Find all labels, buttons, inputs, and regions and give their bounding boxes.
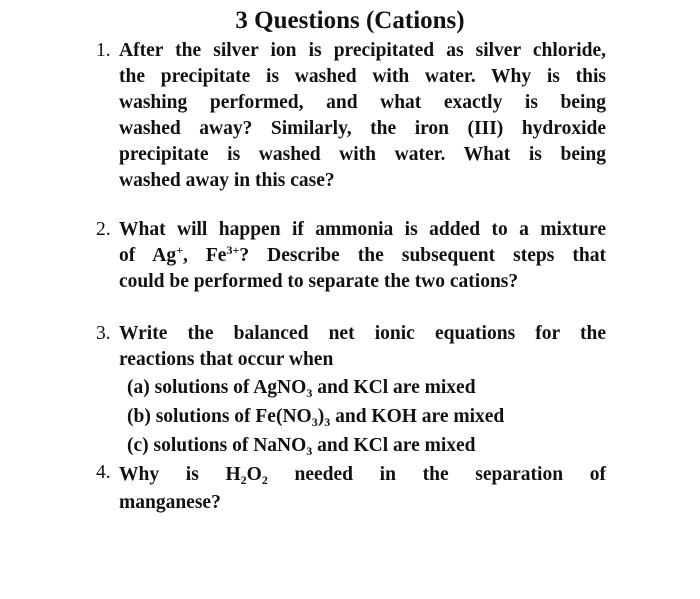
text-line: After the silver ion is precipitated as silver chloride, xyxy=(119,40,606,61)
subquestion-c: (c) solutions of NaNO$_3$ and KCl are mixed xyxy=(127,435,476,458)
question-2 xyxy=(96,217,606,295)
question-number: 3. xyxy=(96,323,111,344)
question-4 xyxy=(96,460,606,516)
question-1 xyxy=(96,38,606,194)
text-line: manganese? xyxy=(119,492,221,513)
text-line: could be performed to separate the two cations? xyxy=(119,271,519,292)
question-text xyxy=(119,321,606,460)
text-line: washing performed, and what exactly is being xyxy=(119,92,606,113)
text-line: the precipitate is washed with water. Why is this xyxy=(119,66,606,87)
text-line: Why is $H_2O_2$ needed in the separation of xyxy=(119,464,606,487)
text-line: reactions that occur when xyxy=(119,349,334,370)
text-line: of Ag+, $Fe^{3+}$? Describe the subsequent steps that xyxy=(119,243,606,266)
text-line: washed away? Similarly, the iron (III) hydroxide xyxy=(119,118,606,139)
question-number: 4. xyxy=(96,462,111,483)
question-number: 1. xyxy=(96,40,111,61)
text-line: washed away in this case? xyxy=(119,170,335,191)
text-line: What will happen if ammonia is added to a mixture xyxy=(119,219,606,240)
question-3 xyxy=(96,321,606,460)
question-text xyxy=(119,217,606,295)
subquestion-a: (a) solutions of AgNO$_3$ and KCl are mixed xyxy=(127,377,476,400)
text-line: precipitate is washed with water. What is being xyxy=(119,144,606,165)
question-text xyxy=(119,460,606,516)
page-title: 3 Questions (Cations) xyxy=(235,7,465,34)
text-line: Write the balanced net ionic equations for the xyxy=(119,323,606,344)
question-number: 2. xyxy=(96,219,111,240)
subquestion-b: (b) solutions of $Fe(NO_3)_3$ and KOH are mixed xyxy=(127,406,505,429)
question-text xyxy=(119,38,606,194)
